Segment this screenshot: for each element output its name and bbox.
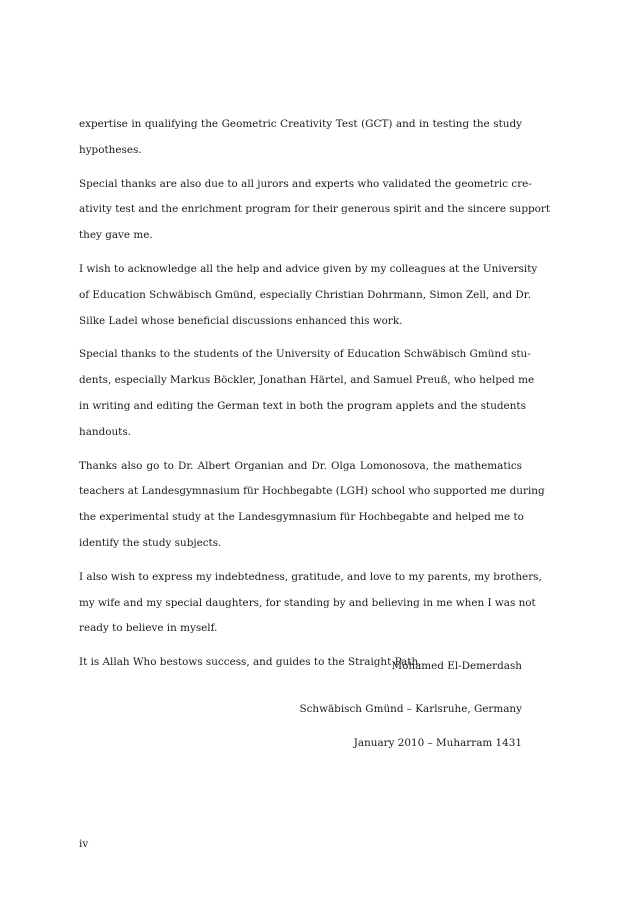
text-line: expertise in qualifying the Geometric Creativity Test (GCT) and in testing the study — [79, 118, 522, 130]
text-line: ativity test and the enrichment program for their generous spirit and the sincere support — [79, 203, 551, 216]
signature-place: Schwäbisch Gmünd – Karlsruhe, Germany — [299, 703, 522, 715]
text-line: of Education Schwäbisch Gmünd, especially Christian Dohrmann, Simon Zell, and Dr. — [79, 288, 531, 301]
text-line: I wish to acknowledge all the help and advice given by my colleagues at the University — [79, 262, 538, 275]
text-line: dents, especially Markus Böckler, Jonathan Härtel, and Samuel Preuß, who helped me — [79, 374, 535, 387]
text-line: teachers at Landesgymnasium für Hochbegabte (LGH) school who supported me during — [79, 485, 545, 498]
text-line: in writing and editing the German text in both the program applets and the students — [79, 399, 526, 412]
paragraph — [79, 454, 545, 557]
text-line: Thanks also go to Dr. Albert Organian and Dr. Olga Lomonosova, the mathematics — [79, 459, 522, 472]
text-line: handouts. — [79, 425, 131, 438]
text-line: identify the study subjects. — [79, 536, 222, 549]
text-line: I also wish to express my indebtedness, gratitude, and love to my parents, my brothers, — [79, 570, 542, 583]
paragraph — [79, 112, 522, 164]
text-line: my wife and my special daughters, for standing by and believing in me when I was not — [79, 596, 536, 609]
acknowledgements-body — [79, 112, 551, 684]
signature-date: January 2010 – Muharram 1431 — [353, 737, 522, 749]
text-line: hypotheses. — [79, 143, 142, 156]
text-line: Special thanks are also due to all jurors and experts who validated the geometric cre- — [79, 177, 532, 190]
signature-name: Mohamed El-Demerdash — [391, 660, 522, 672]
text-line: Special thanks to the students of the University of Education Schwäbisch Gmünd stu- — [79, 348, 531, 361]
text-line: they gave me. — [79, 229, 153, 242]
text-line: Silke Ladel whose beneficial discussions enhanced this work. — [79, 314, 403, 327]
page-number: iv — [79, 838, 89, 850]
text-line: It is Allah Who bestows success, and guides to the Straight Path. — [79, 656, 422, 669]
text-line: ready to believe in myself. — [79, 622, 218, 635]
text-line: the experimental study at the Landesgymnasium für Hochbegabte and helped me to — [79, 511, 524, 524]
paragraph — [79, 257, 538, 334]
paragraph — [79, 172, 551, 249]
paragraph — [79, 565, 542, 642]
paragraph — [79, 342, 535, 445]
